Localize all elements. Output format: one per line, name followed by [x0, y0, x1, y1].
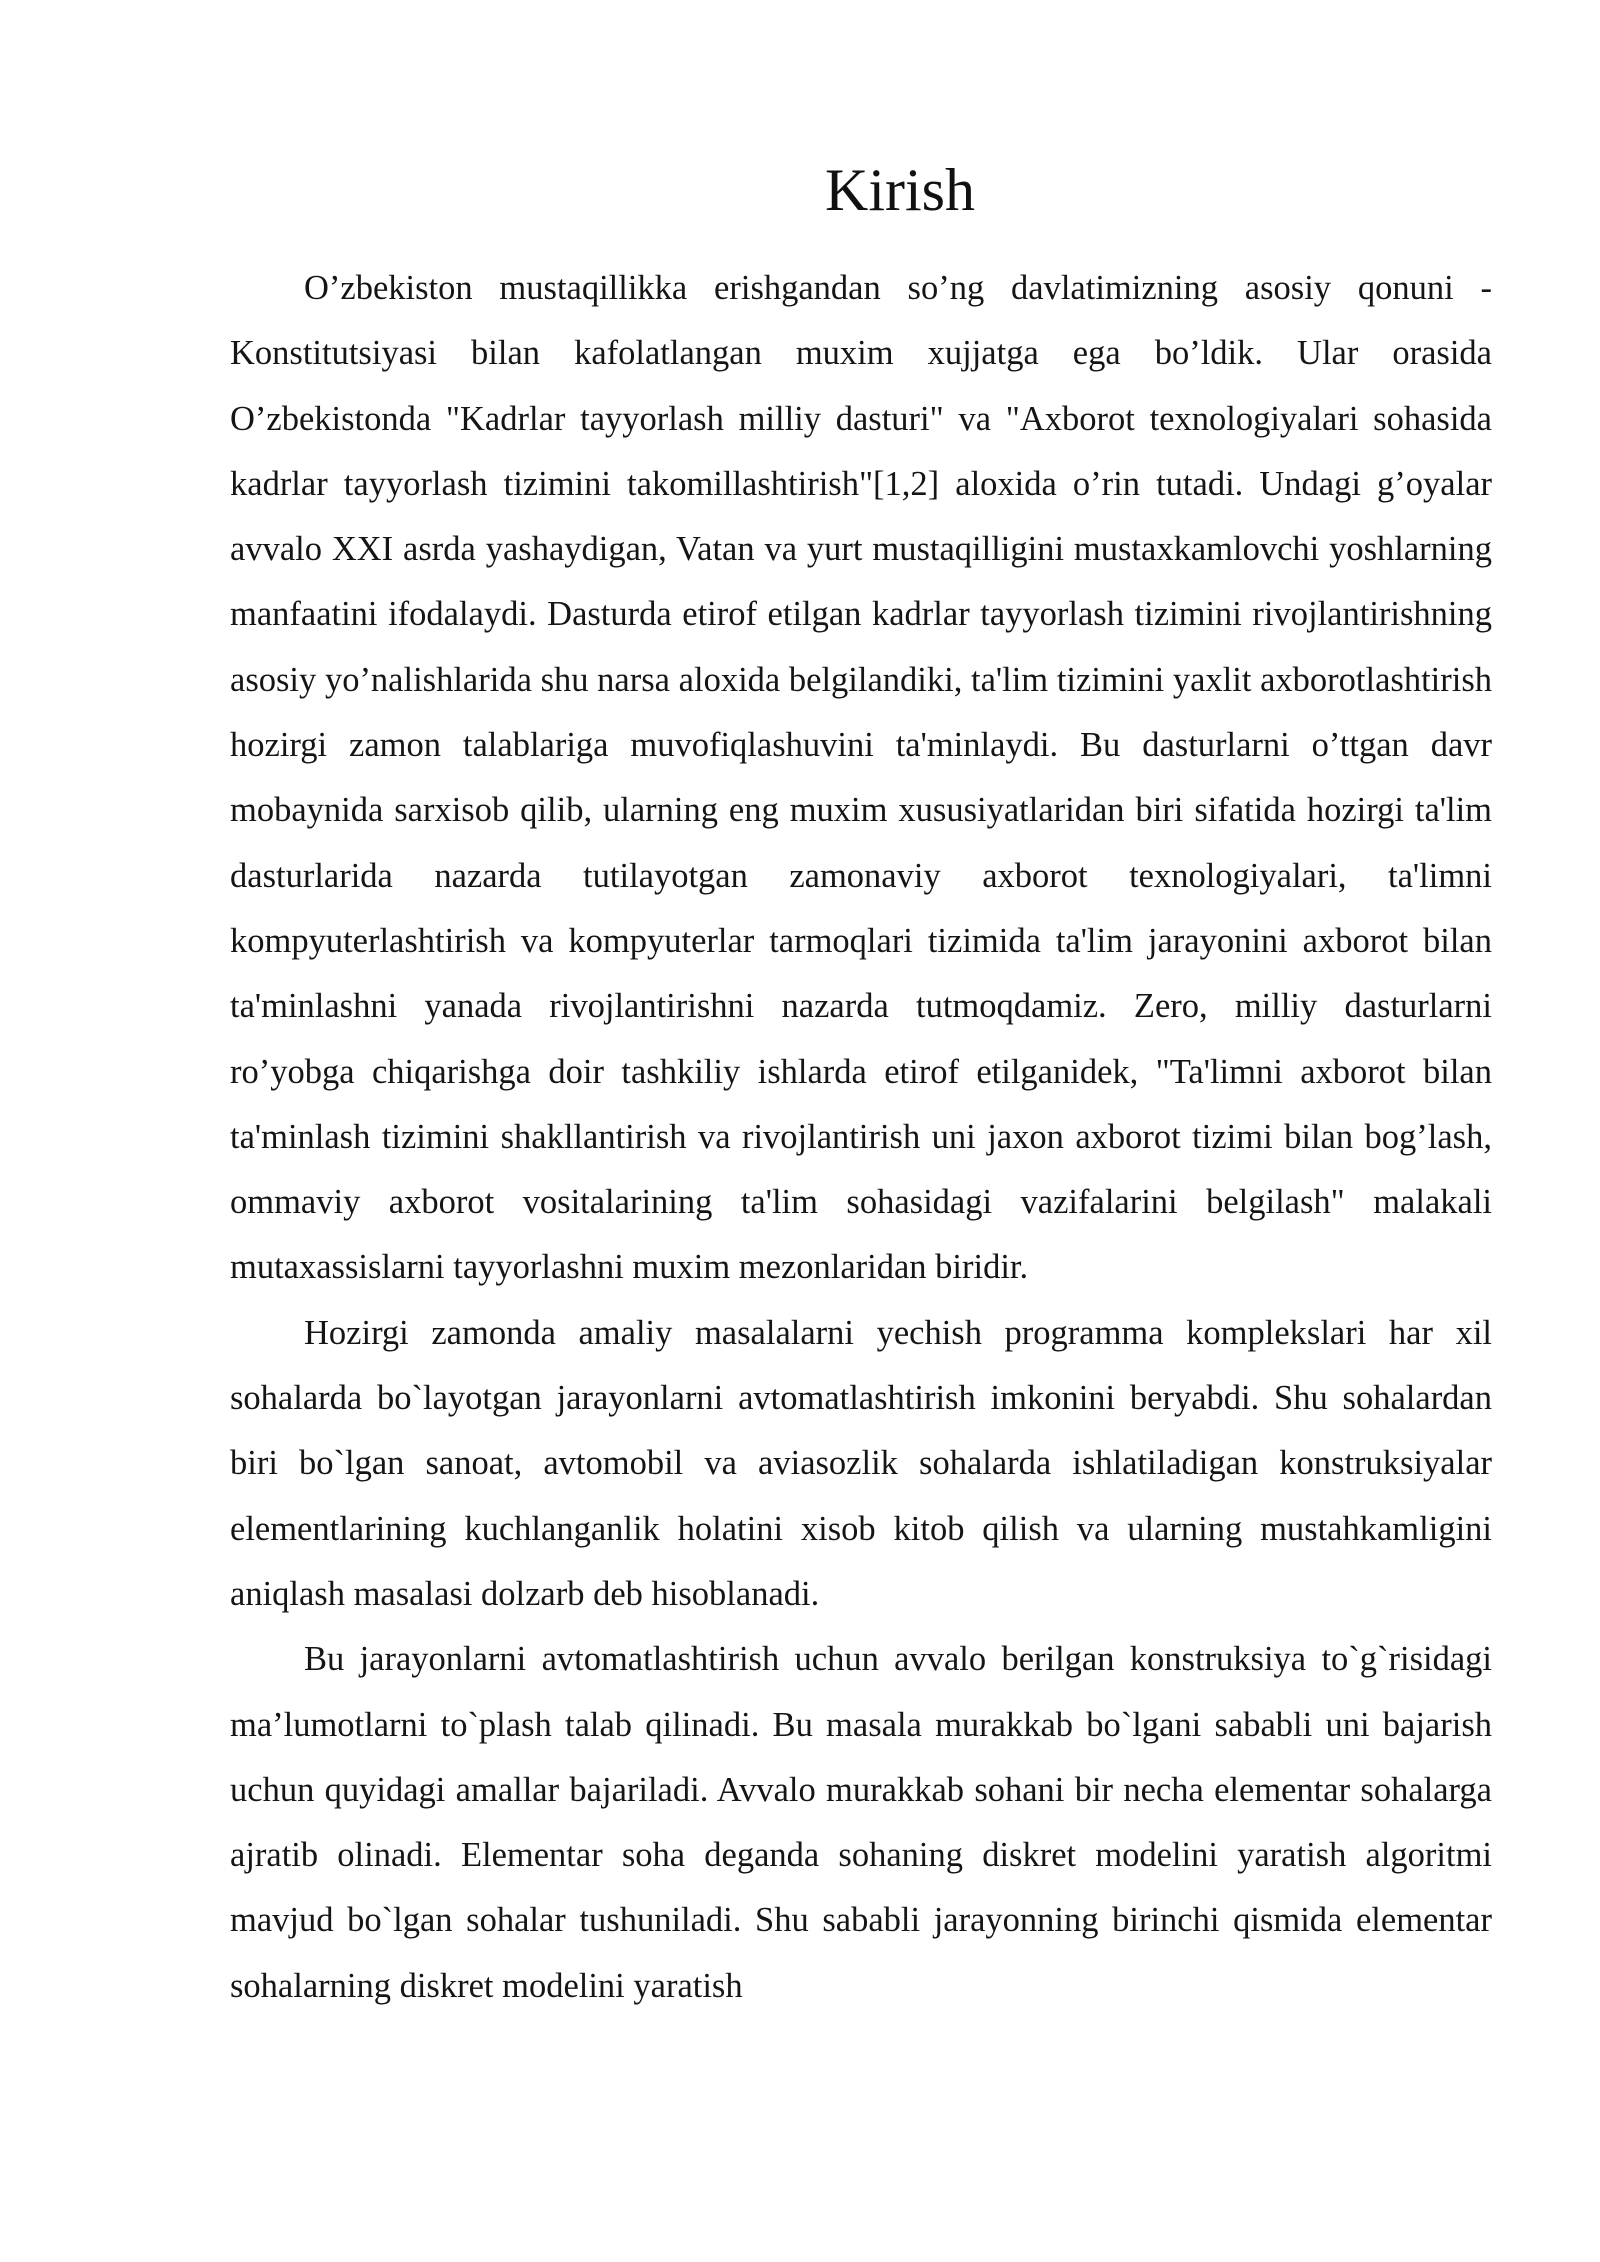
document-body — [230, 256, 1492, 2019]
paragraph: O’zbekiston mustaqillikka erishgandan so’ng davlatimizning asosiy qonuni - Konstitutsiyasi bilan kafolatlangan muxim xujjatga ega bo’ldik. Ular orasida O’zbekistonda "Kadrlar tayyorlash milliy dasturi" va "Axborot texnologiyalari sohasida kadrlar tayyorlash tizimini takomillashtirish"[1,2] aloxida o’rin tutadi. Undagi g’oyalar avvalo XXI asrda yashaydigan, Vatan va yurt mustaqilligini mustaxkamlovchi yoshlarning manfaatini ifodalaydi. Dasturda etirof etilgan kadrlar tayyorlash tizimini rivojlantirishning asosiy yo’nalishlarida shu narsa aloxida belgilandiki, ta'lim tizimini yaxlit axborotlashtirish hozirgi zamon talablariga muvofiqlashuvini ta'minlaydi. Bu dasturlarni o’ttgan davr mobaynida sarxisob qilib, ularning eng muxim xususiyatlaridan biri sifatida hozirgi ta'lim dasturlarida nazarda tutilayotgan zamonaviy axborot texnologiyalari, ta'limni kompyuterlashtirish va kompyuterlar tarmoqlari tizimida ta'lim jarayonini axborot bilan ta'minlashni yanada rivojlantirishni nazarda tutmoqdamiz. Zero, milliy dasturlarni ro’yobga chiqarishga doir tashkiliy ishlarda etirof etilganidek, "Ta'limni axborot bilan ta'minlash tizimini shakllantirish va rivojlantirish uni jaxon axborot tizimi bilan bog’lash, ommaviy axborot vositalarining ta'lim sohasidagi vazifalarini belgilash" malakali mutaxassislarni tayyorlashni muxim mezonlaridan biridir. — [230, 269, 1492, 1287]
page-title: Kirish — [825, 157, 975, 223]
paragraph: Hozirgi zamonda amaliy masalalarni yechish programma komplekslari har xil sohalarda bo`layotgan jarayonlarni avtomatlashtirish imkonini beryabdi. Shu sohalardan biri bo`lgan sanoat, avtomobil va aviasozlik sohalarda ishlatiladigan konstruksiyalar elementlarining kuchlanganlik holatini xisob kitob qilish va ularning mustahkamligini aniqlash masalasi dolzarb deb hisoblanadi. — [230, 1313, 1492, 1613]
paragraph: Bu jarayonlarni avtomatlashtirish uchun avvalo berilgan konstruksiya to`g`risidagi ma’lumotlarni to`plash talab qilinadi. Bu masala murakkab bo`lgani sababli uni bajarish uchun quyidagi amallar bajariladi. Avvalo murakkab sohani bir necha elementar sohalarga ajratib olinadi. Elementar soha deganda sohaning diskret modelini yaratish algoritmi mavjud bo`lgan sohalar tushuniladi. Shu sababli jarayonning birinchi qismida elementar sohalarning diskret modelini yaratish — [230, 1640, 1492, 2005]
